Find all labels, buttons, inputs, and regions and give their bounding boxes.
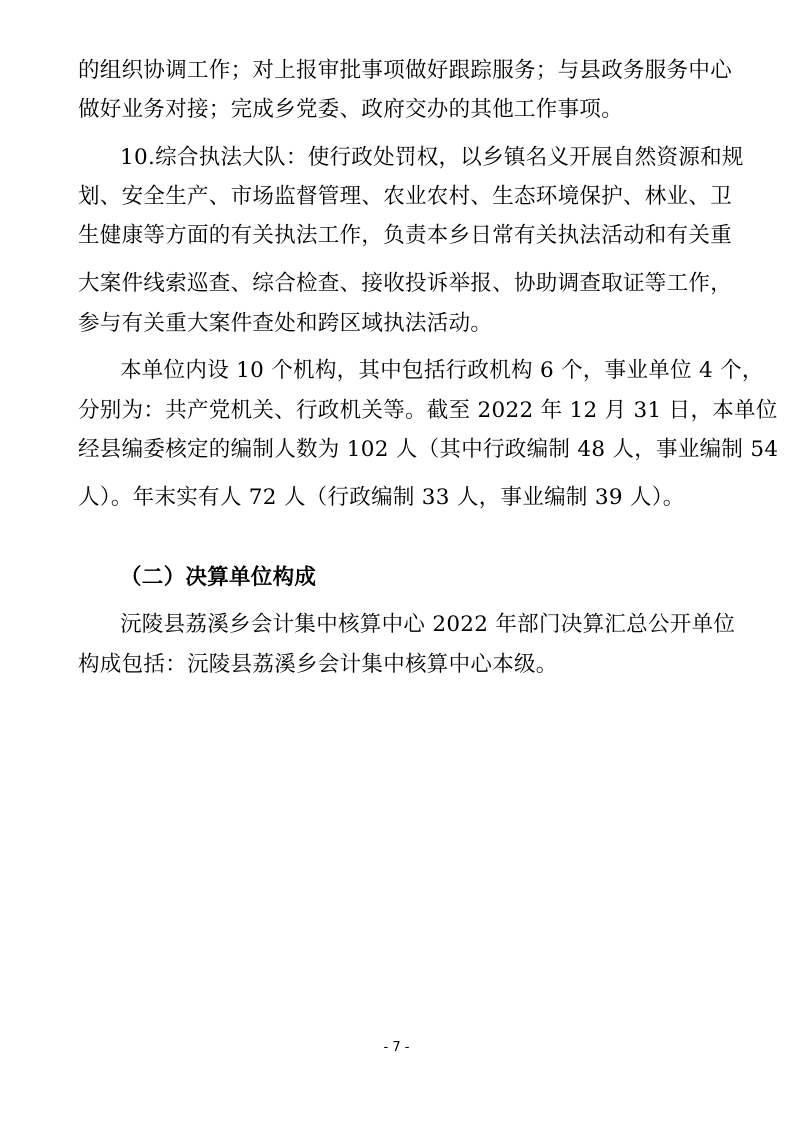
paragraph-line: 参与有关重大案件查处和跨区域执法活动。 [78,311,493,336]
paragraph-line: 大案件线索巡查、综合检查、接收投诉举报、协助调查取证等工作， [78,271,733,296]
paragraph-line: 人）。年末实有人 72 人（行政编制 33 人，事业编制 39 人）。 [78,485,685,510]
paragraph-line: 沅陵县荔溪乡会计集中核算中心 2022 年部门决算汇总公开单位 [120,612,736,637]
paragraph-line: 划、安全生产、市场监督管理、农业农村、生态环境保护、林业、卫 [78,184,733,209]
paragraph-line: 分别为：共产党机关、行政机关等。截至 2022 年 12 月 31 日，本单位 [78,398,778,423]
page-number: - 7 - [383,1040,410,1055]
paragraph-line: 的组织协调工作；对上报审批事项做好跟踪服务；与县政务服务中心 [78,58,733,83]
paragraph-line: 本单位内设 10 个机构，其中包括行政机构 6 个，事业单位 4 个， [120,358,764,383]
paragraph-line: 10.综合执法大队：使行政处罚权，以乡镇名义开展自然资源和规 [120,145,744,170]
paragraph-line: 构成包括：沅陵县荔溪乡会计集中核算中心本级。 [78,652,558,677]
section-heading: （二）决算单位构成 [120,565,317,590]
paragraph-line: 做好业务对接；完成乡党委、政府交办的其他工作事项。 [78,97,624,122]
paragraph-line: 经县编委核定的编制人数为 102 人（其中行政编制 48 人，事业编制 54 [78,437,779,462]
paragraph-line: 生健康等方面的有关执法工作，负责本乡日常有关执法活动和有关重 [78,223,733,248]
